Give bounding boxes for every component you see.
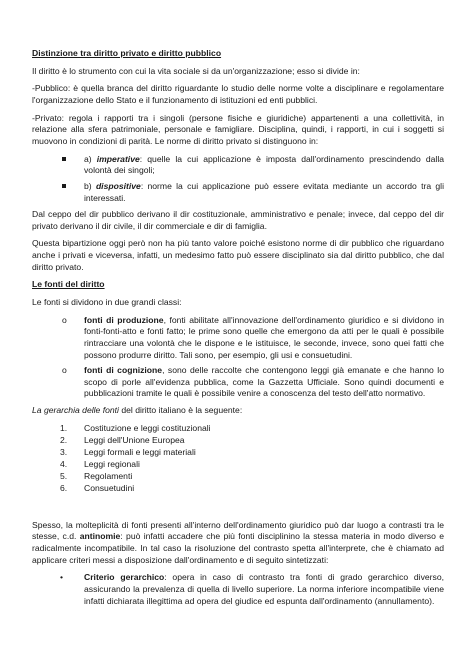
intro-paragraph: Il diritto è lo strumento con cui la vita sociale si da un'organizzazione; esso si divide in: [32,65,360,76]
gerarchia-paragraph: La gerarchia delle fonti del diritto italiano è la seguente: [32,404,243,415]
privato-term: -Privato [32,112,62,123]
privato-paragraph [32,113,444,148]
circle-bullet-icon: o [62,314,67,325]
list-item: 5. Regolamenti [60,471,133,482]
list-item: a) imperative: quelle la cui applicazione è imposta dall'ordinamento prescindendo dalla volontà dei singoli; [32,154,444,177]
list-item: 6. Consuetudini [60,483,135,494]
pubblico-text: : è quella branca del diritto riguardante lo studio delle norme volte a disciplinare e regolamentare l'organizzazione dello Stato e il funzionamento di istituzioni ed enti pubblici. [32,83,444,105]
circle-bullet-icon: o [62,365,67,376]
criteri-list [32,572,444,607]
list-item: 3. Leggi formali e leggi materiali [60,446,196,457]
list-item: 1. Costituzione e leggi costituzionali [60,422,211,433]
list-item: 4. Leggi regionali [60,459,140,470]
square-bullet-icon [62,157,66,161]
blank-space [32,500,444,520]
square-bullet-icon [62,184,66,188]
fonti-list [32,315,444,400]
list-item: • Criterio gerarchico: opera in caso di contrasto tra fonti di grado gerarchico diverso, assicurando la prevalenza di quella di livello superiore. La norma inferiore incompatibile viene infatti dichiarata illegittima ad opera del giudice ed espunta dall'ordinamento (annullamento). [60,572,444,606]
heading-diritto-privato-pubblico: Distinzione tra diritto privato e diritto pubblico [32,48,222,58]
privato-text: : regola i rapporti tra i singoli (persone fisiche e giuridiche) appartenenti a una collettività, in relazione alla sfera patrimoniale, personale e famigliare. Disciplina, quindi, i rapporti, in cui i soggetti si muovono in condizioni di parità. Le norme di diritto privato si distinguono in: [32,112,444,146]
list-item: o fonti di produzione, fonti abilitate all'innovazione dell'ordinamento giuridico e si dividono in fonti-fonti-atto e fonti fatto; le prime sono quelle che emergono da atti per le quali è possibile rintracciare una volontà che le dispone e le istituisce, le seconde, invece, sono quei fatti che possono produrre diritto. Tali sono, per esempio, gli usi e consuetudini. [62,314,444,360]
privato-norme-list [32,154,444,204]
document-body [32,48,444,612]
fonti-intro-paragraph: Le fonti si dividono in due grandi classi: [32,297,182,308]
list-item: 2. Leggi dell'Unione Europea [60,434,185,445]
bipartizione-paragraph: Questa bipartizione oggi però non ha più tanto valore poiché esistono norme di dir pubblico che riguardano anche i privati e viceversa, infatti, un medesimo fatto può essere disciplinato sia dal diritto pubblico, che dal diritto privato. [32,238,444,272]
gerarchia-list [32,423,444,495]
pubblico-term: -Pubblico [32,83,68,94]
pubblico-paragraph [32,83,444,106]
bullet-icon: • [60,572,64,583]
heading-fonti-diritto: Le fonti del diritto [32,279,105,290]
antinomie-paragraph: Spesso, la molteplicità di fonti presenti all'interno dell'ordinamento giuridico può dar luogo a contrasti tra le stesse, c.d. antinomie: può infatti accadere che più fonti disciplinino la stessa materia in modo diverso e radicalmente incompatibile. In tal caso la risoluzione del contrasto spetta all'interprete, che è chiamato ad applicare criteri messi a disposizione dall'ordinamento e di seguito sintetizzati: [32,519,444,565]
ceppo-paragraph: Dal ceppo del dir pubblico derivano il dir costituzionale, amministrativo e penale; invece, dal ceppo del dir privato derivano il dir civile, il dir commerciale e dir di famiglia. [32,209,444,231]
list-item: b) dispositive: norme la cui applicazione può essere evitata mediante un accordo tra gli interessati. [32,181,444,204]
list-item: o fonti di cognizione, sono delle raccolte che contengono leggi già emanate e che hanno lo scopo di porle all'evidenza pubblica, come la Gazzetta Ufficiale. Sono quindi documenti e pubblicazioni tramite le quali è possibile venire a conoscenza del testo dell'atto normativo. [62,365,444,399]
